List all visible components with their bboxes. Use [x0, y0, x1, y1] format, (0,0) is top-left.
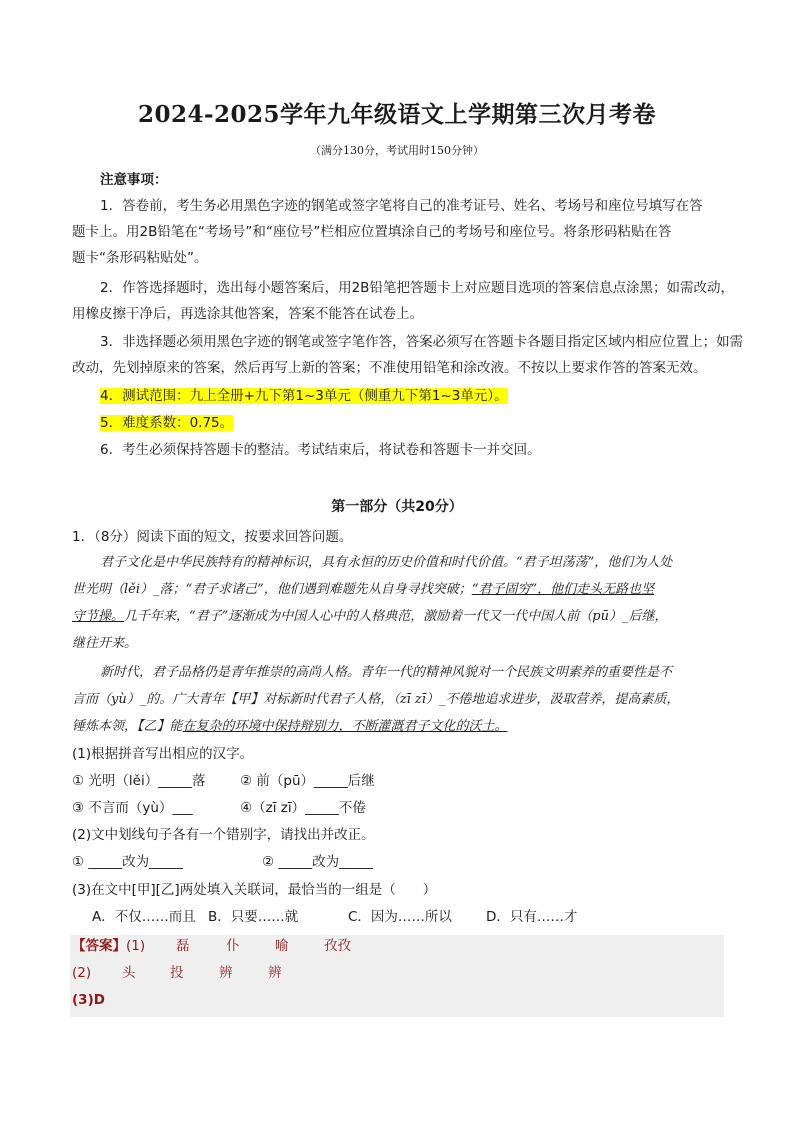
notice-item-1-line-1: 1．答卷前，考生务必用黑色字迹的钢笔或签字笔将自己的准考证号、姓名、考场号和座位号填写在答	[100, 198, 703, 214]
sub-question-2: (2)文中划线句子各有一个错别字，请找出并改正。	[72, 827, 375, 843]
passage-p2-line-2: 言而（yù）_的。广大青年【甲】对标新时代君子人格，（zī zī）_不倦地追求进步，汲取营养，提高素质，	[72, 692, 680, 707]
answer-2-2: 投	[170, 965, 184, 981]
passage-p2-line-1: 新时代，君子品格仍是青年推崇的高尚人格。青年一代的精神风貌对一个民族文明素养的重要性是不	[100, 665, 673, 680]
passage-p1-line-1: 君子文化是中华民族特有的精神标识，具有永恒的历史价值和时代价值。“君子坦荡荡”，他们为人处	[100, 555, 673, 570]
passage-p1-line-4: 继往开来。	[72, 636, 138, 651]
exam-title: 2024-2025学年九年级语文上学期第三次月考卷	[137, 101, 657, 128]
option-a: A．不仅……而且	[92, 909, 196, 925]
option-d: D．只有……才	[486, 909, 578, 925]
notice-item-3-line-1: 3．非选择题必须用黑色字迹的钢笔或签字笔作答，答案必须写在答题卡各题目指定区域内相应位置上；如需	[100, 334, 744, 350]
exam-subtitle: （满分130分，考试用时150分钟）	[310, 144, 484, 157]
answer-label: 【答案】	[72, 938, 126, 954]
answer-label-row	[72, 936, 145, 956]
sub2-item-2: ② _____改为_____	[262, 854, 373, 870]
passage-p2-line-3	[72, 717, 508, 737]
question-stem: 1．（8分）阅读下面的短文，按要求回答问题。	[72, 529, 353, 545]
sub-question-3: (3)在文中[甲][乙]两处填入关联词，最恰当的一组是（ ）	[72, 882, 437, 898]
passage-p1-line-2	[72, 580, 654, 600]
answer-2-4: 辨	[268, 965, 282, 981]
passage-p1-line-2a: 世光明（lěi）_落；“君子求诸己”，他们遇到难题先从自身寻找突破；	[72, 582, 472, 597]
sub1-item-1: ① 光明（lěi）_____落	[72, 773, 206, 789]
notice-item-2-line-2: 用橡皮擦干净后，再选涂其他答案，答案不能答在试卷上。	[72, 306, 423, 322]
notice-item-3-line-2: 改动，先划掉原来的答案，然后再写上新的答案；不准使用铅笔和涂改液。不按以上要求作答的答案无效。	[72, 360, 707, 376]
underlined-sentence-1b: 守节操。	[72, 609, 125, 624]
option-c: C．因为……所以	[348, 909, 452, 925]
underlined-sentence-1a: “君子固穷”，他们走头无路也坚	[471, 582, 655, 597]
answer-2-1: 头	[122, 965, 136, 981]
passage-p1-line-3	[72, 607, 668, 627]
answer-1-1: 磊	[176, 938, 190, 954]
answer-box	[70, 935, 724, 1017]
answer-row-2-number: (2)	[72, 965, 92, 981]
sub1-item-4: ④（zī zī）_____不倦	[240, 800, 366, 816]
sub1-item-3: ③ 不言而（yù）___	[72, 800, 193, 816]
answer-2-3: 辨	[219, 965, 233, 981]
underlined-sentence-2: 在复杂的环境中保持辩别力，不断灌溉君子文化的沃土。	[182, 719, 508, 734]
notice-item-2-line-1: 2．作答选择题时，选出每小题答案后，用2B铅笔把答题卡上对应题目选项的答案信息点涂黑；如需改动，	[100, 280, 734, 296]
sub-question-1: (1)根据拼音写出相应的汉字。	[72, 746, 254, 762]
passage-p1-line-3b: 几千年来，“君子”逐渐成为中国人心中的人格典范，激励着一代又一代中国人前（pū）_后继，	[124, 609, 668, 624]
notice-item-4: 4．测试范围：九上全册+九下第1~3单元（侧重九下第1~3单元）。	[100, 388, 508, 404]
answer-1-4: 孜孜	[324, 938, 351, 954]
sub2-item-1: ① _____改为_____	[72, 854, 183, 870]
notice-heading: 注意事项：	[100, 172, 168, 188]
answer-row-1-number: (1)	[126, 938, 146, 954]
notice-item-6: 6．考生必须保持答题卡的整洁。考试结束后，将试卷和答题卡一并交回。	[100, 442, 541, 458]
answer-row-3: (3)D	[72, 992, 105, 1008]
section-heading: 第一部分（共20分）	[331, 499, 463, 515]
notice-item-1-line-3: 题卡“条形码粘贴处”。	[72, 250, 208, 266]
notice-item-1-line-2: 题卡上。用2B铅笔在“考场号”和“座位号”栏相应位置填涂自己的考场号和座位号。将条形码粘贴在答	[72, 224, 672, 240]
notice-item-5: 5．难度系数：0.75。	[100, 415, 234, 431]
passage-p2-line-3a: 锤炼本领，【乙】能	[72, 719, 183, 734]
answer-1-2: 仆	[226, 938, 240, 954]
answer-1-3: 喻	[275, 938, 289, 954]
sub1-item-2: ② 前（pū）_____后继	[240, 773, 375, 789]
option-b: B．只要……就	[208, 909, 299, 925]
